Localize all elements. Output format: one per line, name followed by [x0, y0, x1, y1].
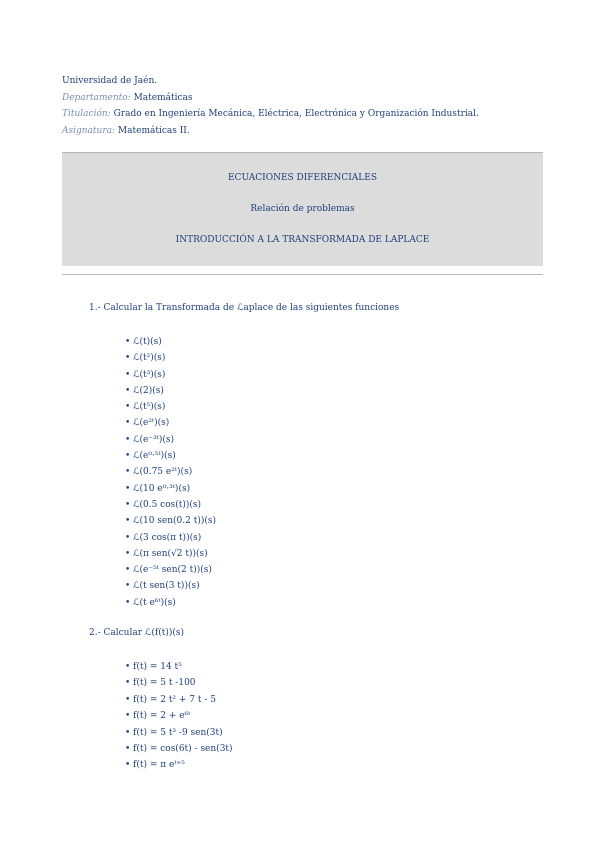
- department-label: Departamento:: [62, 92, 131, 103]
- banner-topic: INTRODUCCIÓN A LA TRANSFORMADA DE LAPLACE: [175, 235, 430, 245]
- document-header: [62, 73, 479, 139]
- list-item: • ℒ(e⁻³ᵗ)(s): [125, 432, 216, 448]
- department-value: Matemáticas: [133, 92, 193, 103]
- divider: [62, 274, 543, 275]
- problem-2-title: 2.- Calcular ℒ(f(t))(s): [89, 628, 184, 638]
- subject-value: Matemáticas II.: [117, 125, 190, 136]
- subject-label: Asignatura:: [62, 125, 116, 136]
- problem-2-list: [125, 659, 233, 774]
- list-item: • f(t) = 2 + e⁶ᵗ: [125, 708, 233, 724]
- list-item: • ℒ(10 e⁰·³ᵗ)(s): [125, 481, 216, 497]
- degree-label: Titulación:: [62, 109, 111, 119]
- title-banner: [62, 152, 543, 266]
- list-item: • ℒ(e²ᵗ)(s): [125, 415, 216, 431]
- university-name: Universidad de Jaén.: [62, 76, 158, 86]
- banner-title: ECUACIONES DIFERENCIALES: [227, 173, 377, 183]
- list-item: • f(t) = 2 t² + 7 t - 5: [125, 692, 233, 708]
- list-item: • f(t) = 14 t⁵: [125, 659, 233, 675]
- list-item: • ℒ(t e⁶ᵗ)(s): [125, 595, 216, 611]
- degree-value: Grado en Ingeniería Mecánica, Eléctrica, Electrónica y Organización Industrial.: [113, 109, 479, 119]
- list-item: • f(t) = 5 t -100: [125, 675, 233, 691]
- banner-subtitle: Relación de problemas: [250, 204, 355, 214]
- list-item: • ℒ(e⁻⁵ᵗ sen(2 t))(s): [125, 562, 216, 578]
- list-item: • ℒ(t sen(3 t))(s): [125, 578, 216, 594]
- list-item: • ℒ(t²)(s): [125, 350, 216, 366]
- list-item: • ℒ(0.75 e²ᵗ)(s): [125, 464, 216, 480]
- list-item: • ℒ(0.5 cos(t))(s): [125, 497, 216, 513]
- degree-line: [62, 106, 479, 123]
- problem-1-list: [125, 334, 216, 611]
- list-item: • ℒ(t)(s): [125, 334, 216, 350]
- subject-line: [62, 123, 479, 140]
- problem-1-title: 1.- Calcular la Transformada de ℒaplace de las siguientes funciones: [89, 303, 400, 313]
- list-item: • ℒ(2)(s): [125, 383, 216, 399]
- list-item: • f(t) = π eᵗ⁺⁵: [125, 757, 233, 773]
- list-item: • ℒ(3 cos(π t))(s): [125, 530, 216, 546]
- list-item: • f(t) = cos(6t) - sen(3t): [125, 741, 233, 757]
- list-item: • ℒ(t³)(s): [125, 367, 216, 383]
- list-item: • ℒ(e⁰·⁵ᵗ)(s): [125, 448, 216, 464]
- department-line: [62, 90, 479, 107]
- list-item: • f(t) = 5 t³ -9 sen(3t): [125, 725, 233, 741]
- list-item: • ℒ(t⁵)(s): [125, 399, 216, 415]
- list-item: • ℒ(π sen(√2 t))(s): [125, 546, 216, 562]
- list-item: • ℒ(10 sen(0.2 t))(s): [125, 513, 216, 529]
